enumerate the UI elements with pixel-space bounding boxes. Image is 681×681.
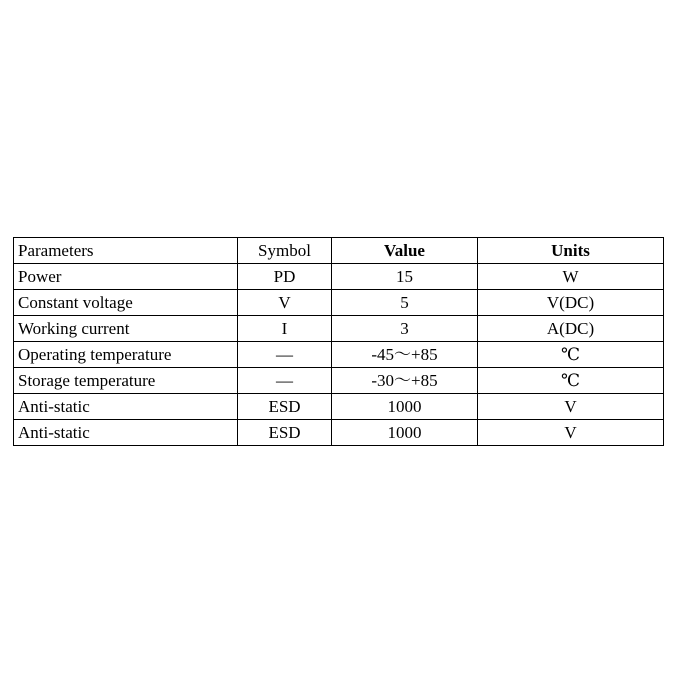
cell-parameter: Constant voltage: [14, 290, 238, 316]
specifications-table: [13, 237, 664, 446]
cell-units: W: [478, 264, 664, 290]
table-row: [14, 368, 664, 394]
cell-value: 3: [332, 316, 478, 342]
header-symbol: Symbol: [238, 238, 332, 264]
table-row: [14, 420, 664, 446]
cell-symbol: I: [238, 316, 332, 342]
header-units: Units: [478, 238, 664, 264]
table-row: [14, 394, 664, 420]
cell-symbol: PD: [238, 264, 332, 290]
cell-parameter: Power: [14, 264, 238, 290]
header-parameters: Parameters: [14, 238, 238, 264]
cell-value: 1000: [332, 420, 478, 446]
cell-parameter: Storage temperature: [14, 368, 238, 394]
cell-parameter: Working current: [14, 316, 238, 342]
table-row: [14, 290, 664, 316]
cell-value: -30～+85: [332, 368, 478, 394]
table-row: [14, 264, 664, 290]
cell-units: V: [478, 420, 664, 446]
cell-value: 1000: [332, 394, 478, 420]
cell-parameter: Anti-static: [14, 420, 238, 446]
table-row: [14, 316, 664, 342]
cell-parameter: Anti-static: [14, 394, 238, 420]
cell-units: A(DC): [478, 316, 664, 342]
table-header-row: [14, 238, 664, 264]
header-value: Value: [332, 238, 478, 264]
table-row: [14, 342, 664, 368]
cell-units: V(DC): [478, 290, 664, 316]
cell-symbol: —: [238, 368, 332, 394]
cell-symbol: ESD: [238, 394, 332, 420]
cell-value: 15: [332, 264, 478, 290]
cell-symbol: V: [238, 290, 332, 316]
cell-units: V: [478, 394, 664, 420]
cell-units: ℃: [478, 342, 664, 368]
cell-units: ℃: [478, 368, 664, 394]
cell-value: 5: [332, 290, 478, 316]
cell-value: -45～+85: [332, 342, 478, 368]
cell-parameter: Operating temperature: [14, 342, 238, 368]
cell-symbol: —: [238, 342, 332, 368]
cell-symbol: ESD: [238, 420, 332, 446]
